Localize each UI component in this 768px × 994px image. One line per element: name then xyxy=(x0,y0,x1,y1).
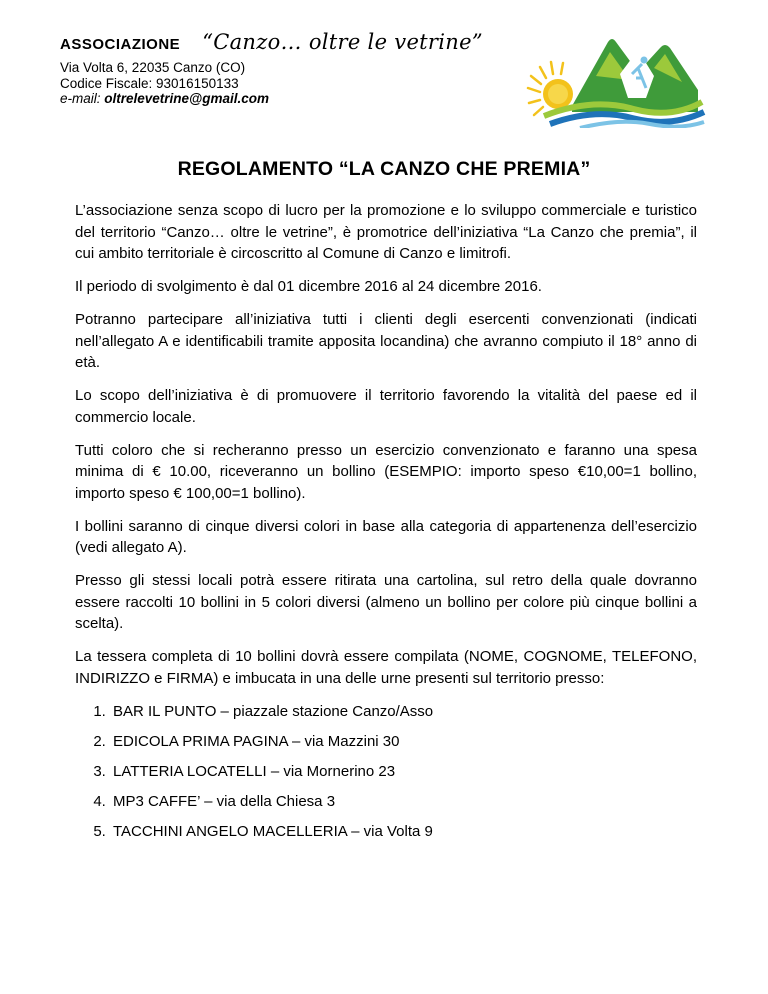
paragraph: Tutti coloro che si recheranno presso un esercizio convenzionato e faranno una spesa minima di € 10.00, riceveranno un bollino (ESEMPIO: importo speso €10,00=1 bollino, importo speso € 100,00=1 bollino). xyxy=(75,441,697,502)
list-item: 5. TACCHINI ANGELO MACELLERIA – via Volta 9 xyxy=(110,821,697,843)
list-item: 2. EDICOLA PRIMA PAGINA – via Mazzini 30 xyxy=(110,731,697,753)
paragraph: La tessera completa di 10 bollini dovrà essere compilata (NOME, COGNOME, TELEFONO, INDIRIZZO e FIRMA) e imbucata in una delle urne presenti sul territorio presso: xyxy=(75,648,697,687)
regulation-body xyxy=(75,200,697,851)
paragraph: I bollini saranno di cinque diversi colori in base alla categoria di appartenenza dell’esercizio (vedi allegato A). xyxy=(75,517,697,556)
letterhead xyxy=(60,30,540,107)
address: Via Volta 6, 22035 Canzo (CO) xyxy=(60,60,246,75)
association-name: “Canzo… oltre le vetrine” xyxy=(202,30,483,54)
paragraph: Il periodo di svolgimento è dal 01 dicembre 2016 al 24 dicembre 2016. xyxy=(75,278,542,295)
paragraph: L’associazione senza scopo di lucro per la promozione e lo sviluppo commerciale e turistico del territorio “Canzo… oltre le vetrine”, è promotrice dell’iniziativa “La Canzo che premia”, il cui ambito territoriale è circoscritto al Comune di Canzo e limitrofi. xyxy=(75,202,697,262)
mountains-sun-lake-logo-icon xyxy=(520,28,710,128)
document-title: REGOLAMENTO “LA CANZO CHE PREMIA” xyxy=(177,158,591,180)
ballot-box-locations-list xyxy=(75,701,697,843)
email-label: e-mail: xyxy=(60,91,105,106)
paragraph: Potranno partecipare all’iniziativa tutti i clienti degli esercenti convenzionati (indicati nell’allegato A e identificabili tramite apposita locandina) che avranno compiuto il 18° anno di età. xyxy=(75,311,697,371)
paragraph: Lo scopo dell’iniziativa è di promuovere il territorio favorendo la vitalità del paese ed il commercio locale. xyxy=(75,387,697,426)
email-line xyxy=(60,91,540,107)
list-item: 3. LATTERIA LOCATELLI – via Mornerino 23 xyxy=(110,761,697,783)
wave-light-blue xyxy=(580,122,704,128)
fiscal-code: Codice Fiscale: 93016150133 xyxy=(60,75,239,91)
list-item: 1. BAR IL PUNTO – piazzale stazione Canzo/Asso xyxy=(110,701,697,723)
association-heading xyxy=(60,30,540,60)
paragraph: Presso gli stessi locali potrà essere ritirata una cartolina, sul retro della quale dovranno essere raccolti 10 bollini in 5 colori diversi (almeno un bollino per colore più cinque bollini a scelta). xyxy=(75,572,697,632)
email-address: oltrelevetrine@gmail.com xyxy=(104,91,269,106)
association-label: ASSOCIAZIONE xyxy=(60,36,181,53)
list-item: 4. MP3 CAFFE’ – via della Chiesa 3 xyxy=(110,791,697,813)
